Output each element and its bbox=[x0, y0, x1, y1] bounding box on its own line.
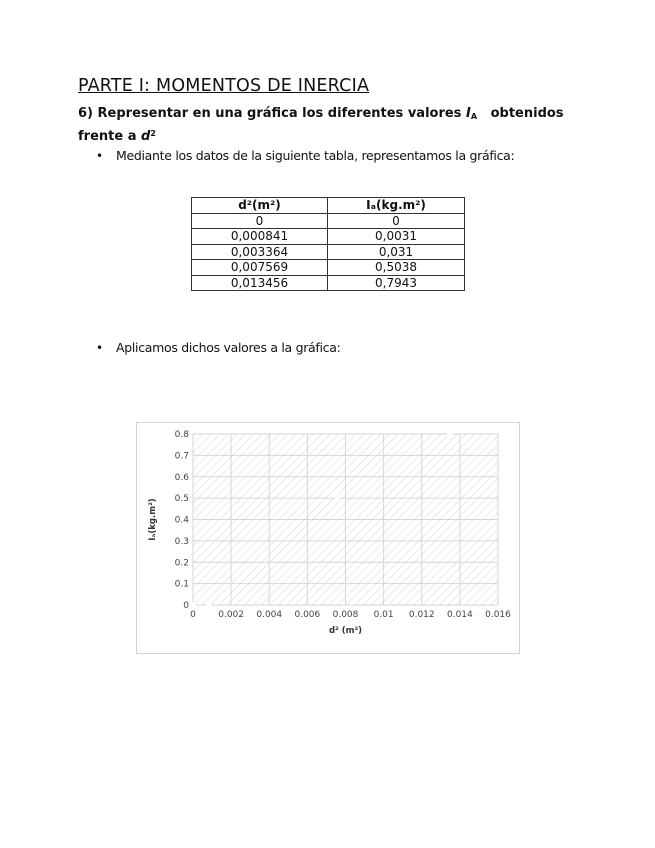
table-cell: 0,7943 bbox=[328, 275, 465, 291]
y-tick-label: 0.5 bbox=[174, 494, 189, 505]
data-point bbox=[447, 432, 453, 438]
x-tick-label: 0.008 bbox=[332, 610, 359, 620]
x-tick-label: 0 bbox=[190, 610, 196, 620]
x-tick-label: 0.01 bbox=[373, 610, 394, 620]
question-text bbox=[78, 105, 598, 145]
variable-i: I bbox=[465, 106, 471, 121]
bullet-dot-icon: • bbox=[96, 149, 103, 163]
scatter-chart bbox=[137, 423, 519, 653]
variable-d: d bbox=[141, 129, 151, 144]
x-tick-label: 0.016 bbox=[485, 610, 511, 620]
chart-container bbox=[136, 422, 520, 654]
data-point bbox=[254, 596, 260, 602]
y-tick-label: 0.1 bbox=[174, 579, 189, 590]
table-cell: 0 bbox=[192, 213, 328, 229]
table-header-row bbox=[192, 198, 465, 214]
data-point bbox=[190, 602, 196, 608]
y-tick-label: 0.6 bbox=[174, 472, 189, 483]
table-cell: 0,000841 bbox=[192, 229, 328, 245]
table-cell: 0,003364 bbox=[192, 244, 328, 260]
bullet-item-chart-intro bbox=[96, 340, 341, 355]
table-cell: 0,5038 bbox=[328, 260, 465, 276]
table-row bbox=[192, 229, 465, 245]
x-tick-label: 0.002 bbox=[218, 610, 245, 620]
y-tick-label: 0.2 bbox=[174, 558, 189, 569]
y-tick-label: 0 bbox=[183, 601, 189, 611]
y-tick-label: 0.3 bbox=[174, 536, 189, 547]
table-row bbox=[192, 275, 465, 291]
bullet-item-table-intro bbox=[96, 148, 514, 163]
y-axis-label: Iₐ(kg.m²) bbox=[148, 498, 158, 541]
table-header-d2: d²(m²) bbox=[192, 198, 328, 214]
variable-i-subscript: A bbox=[470, 112, 478, 121]
y-tick-label: 0.4 bbox=[174, 515, 189, 526]
table-row bbox=[192, 213, 465, 229]
x-tick-label: 0.014 bbox=[446, 610, 473, 620]
data-point bbox=[334, 495, 340, 501]
variable-d-superscript: 2 bbox=[150, 129, 156, 138]
data-table bbox=[191, 197, 465, 291]
question-text-after: obtenidos frente a bbox=[78, 106, 564, 144]
table-cell: 0,0031 bbox=[328, 229, 465, 245]
table-row bbox=[192, 260, 465, 276]
x-tick-label: 0.006 bbox=[294, 610, 321, 620]
table-cell: 0,013456 bbox=[192, 275, 328, 291]
table-row bbox=[192, 244, 465, 260]
table-cell: 0,007569 bbox=[192, 260, 328, 276]
x-tick-label: 0.004 bbox=[256, 610, 283, 620]
y-tick-label: 0.8 bbox=[174, 430, 189, 440]
question-text-before: Representar en una gráfica los diferentes valores bbox=[97, 106, 462, 121]
question-number: 6) bbox=[78, 106, 93, 121]
table-cell: 0 bbox=[328, 213, 465, 229]
bullet-text: Aplicamos dichos valores a la gráfica: bbox=[116, 340, 341, 355]
bullet-text: Mediante los datos de la siguiente tabla, representamos la gráfica: bbox=[116, 148, 515, 163]
x-tick-label: 0.012 bbox=[408, 610, 435, 620]
data-point bbox=[206, 602, 212, 608]
bullet-dot-icon: • bbox=[96, 341, 103, 355]
x-axis-label: d² (m²) bbox=[328, 626, 363, 636]
y-tick-label: 0.7 bbox=[174, 451, 189, 462]
table-header-ia: Iₐ(kg.m²) bbox=[328, 198, 465, 214]
page-title: PARTE I: MOMENTOS DE INERCIA bbox=[78, 76, 370, 96]
table-cell: 0,031 bbox=[328, 244, 465, 260]
